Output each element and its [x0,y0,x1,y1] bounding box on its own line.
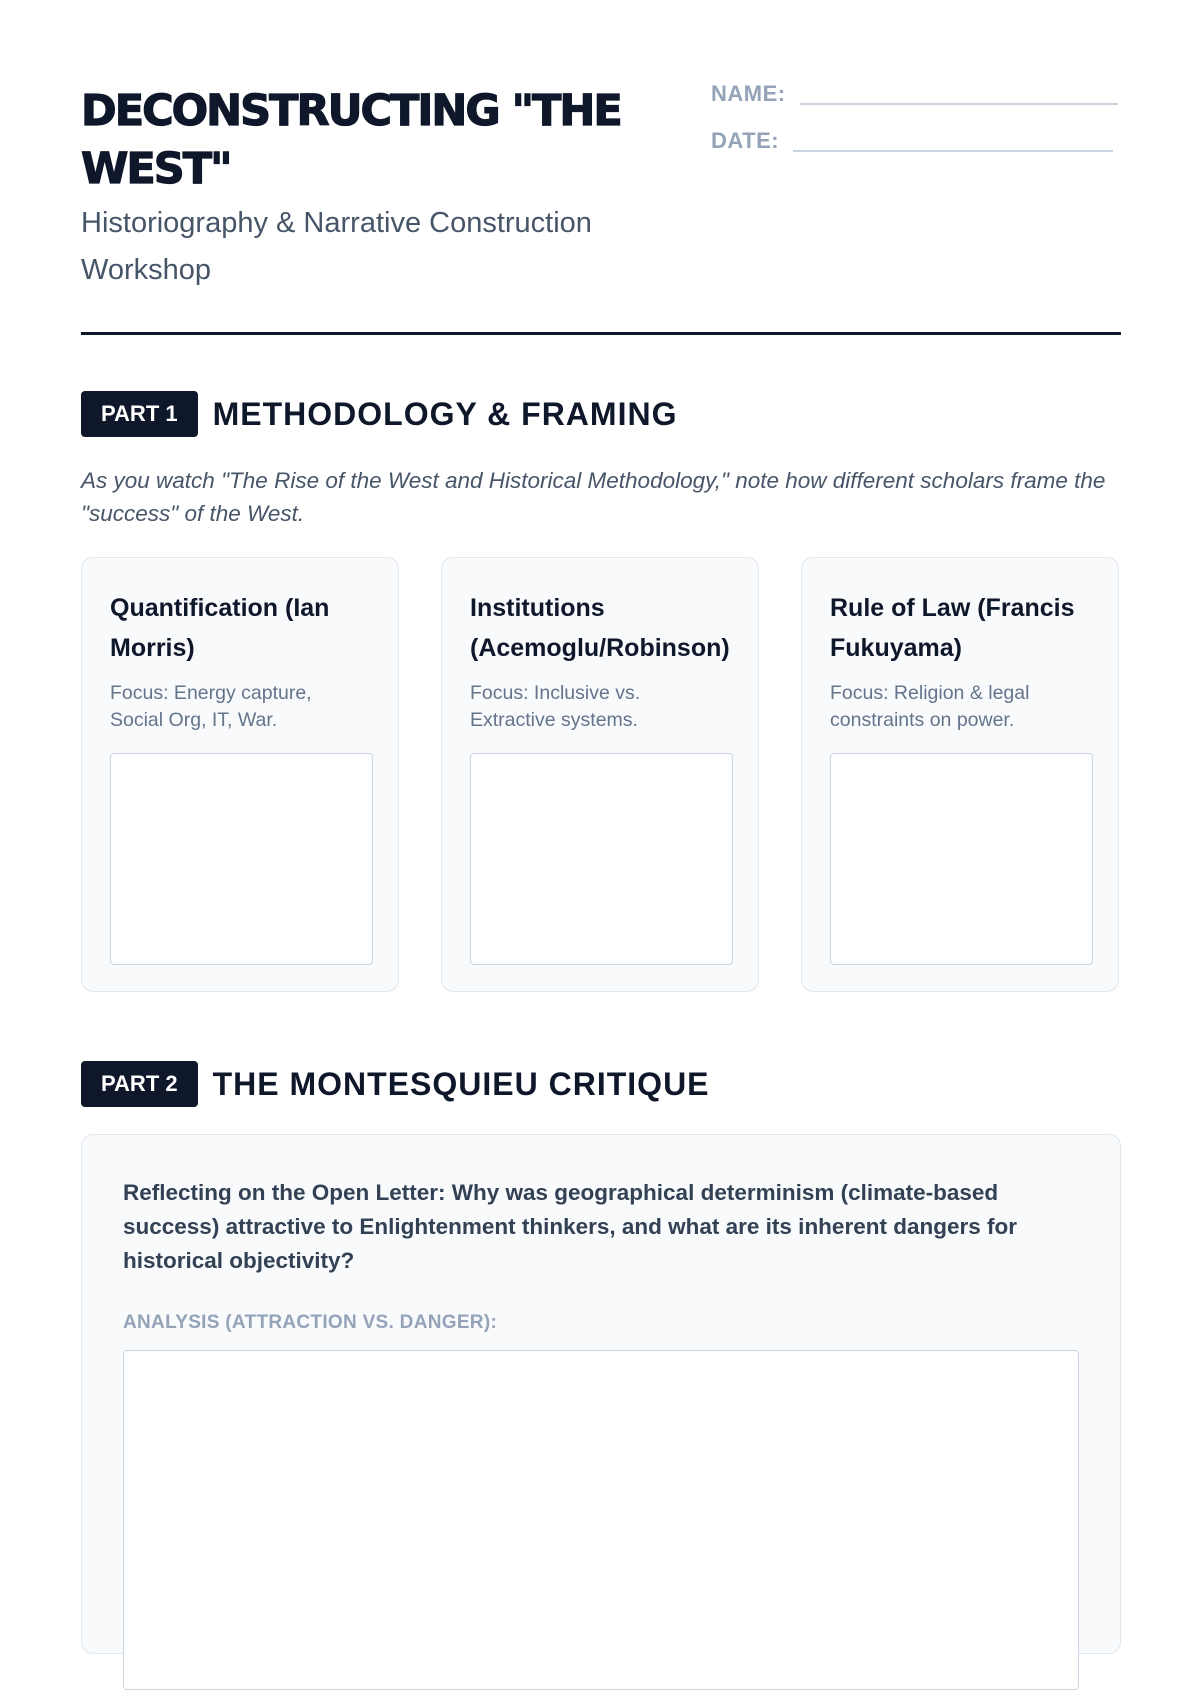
part2-heading [81,1061,710,1107]
name-label: NAME: [711,81,786,106]
card-focus: Focus: Inclusive vs. Extractive systems. [470,682,641,731]
card-title: Institutions (Acemoglu/Robinson) [470,594,730,662]
name-input-line[interactable] [800,103,1118,105]
card-title: Quantification (Ian Morris) [110,594,330,662]
date-label: DATE: [711,128,780,153]
scholar-card [441,557,759,992]
worksheet-header [81,0,1121,338]
name-field [711,81,1118,107]
critique-panel [81,1134,1121,1654]
card-notes-box[interactable] [470,753,733,965]
scholar-card [801,557,1119,992]
card-title: Rule of Law (Francis Fukuyama) [830,594,1075,662]
analysis-label: ANALYSIS (ATTRACTION VS. DANGER): [123,1312,498,1333]
part1-heading [81,391,677,437]
date-input-line[interactable] [793,150,1113,152]
part1-title: METHODOLOGY & FRAMING [212,395,678,432]
scholar-card [81,557,399,992]
worksheet-title: DECONSTRUCTING "THE WEST" [81,86,621,194]
header-divider [81,332,1121,335]
card-focus: Focus: Religion & legal constraints on power. [830,682,1030,731]
card-notes-box[interactable] [830,753,1093,965]
part1-instructions: As you watch "The Rise of the West and Historical Methodology," note how different scholars frame the "success" of the West. [81,468,1106,526]
date-field [711,128,1113,154]
worksheet-page [81,0,1121,1333]
part2-badge: PART 2 [81,1061,198,1107]
worksheet-subtitle: Historiography & Narrative Construction Workshop [81,207,592,286]
part1-badge: PART 1 [81,391,198,437]
critique-prompt: Reflecting on the Open Letter: Why was geographical determinism (climate-based success) attractive to Enlightenment thinkers, and what are its inherent dangers for historical objectivity? [123,1180,1017,1273]
scholar-cards [81,557,1121,994]
card-focus: Focus: Energy capture, Social Org, IT, War. [110,682,312,731]
card-notes-box[interactable] [110,753,373,965]
part2-title: THE MONTESQUIEU CRITIQUE [212,1065,710,1102]
analysis-answer-box[interactable] [123,1350,1079,1690]
